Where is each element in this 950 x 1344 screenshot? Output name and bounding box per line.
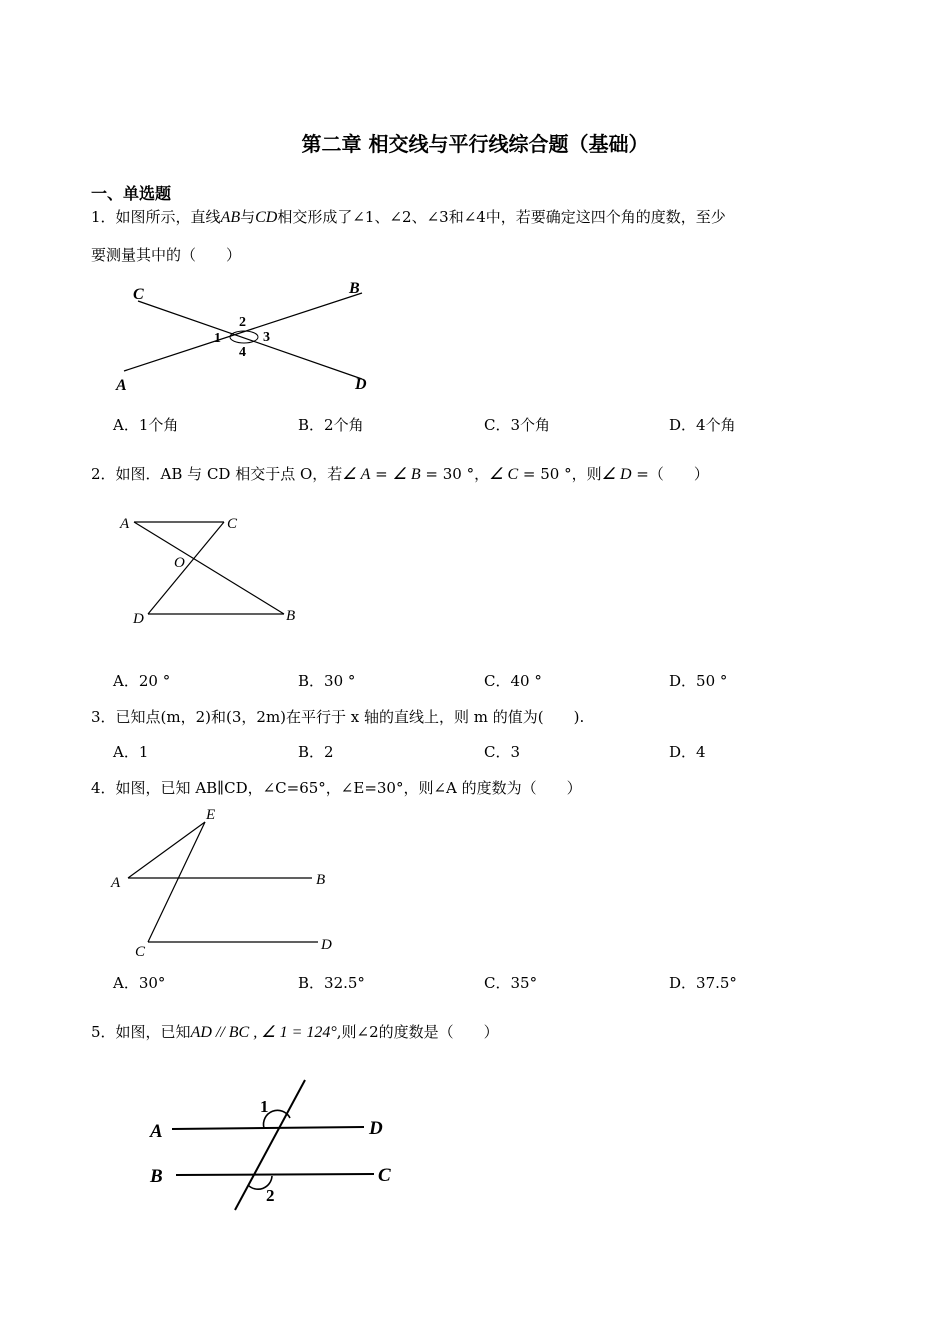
fig4-label-a: A	[111, 875, 121, 891]
q1-option-d[interactable]: D．4个角	[669, 416, 736, 434]
fig2-label-b: B	[286, 608, 296, 624]
fig1-label-c: C	[133, 286, 144, 303]
fig1-label-a: A	[116, 377, 127, 394]
fig2-label-a: A	[120, 516, 130, 532]
q3-option-c[interactable]: C．3	[484, 743, 521, 761]
fig1-angle-2: 2	[239, 315, 246, 330]
q3-option-b[interactable]: B．2	[298, 743, 334, 761]
fig5-label-d: D	[369, 1118, 383, 1139]
question-1-text: 1．如图所示，直线AB与CD相交形成了∠1、∠2、∠3和∠4中，若要确定这四个角的度数，至少	[91, 208, 726, 226]
fig2-label-d: D	[133, 611, 144, 627]
fig5-label-b: B	[150, 1166, 163, 1187]
q1-option-c[interactable]: C．3个角	[484, 416, 551, 434]
fig5-label-c: C	[378, 1165, 391, 1186]
q4-option-d[interactable]: D．37.5°	[669, 974, 737, 992]
q2-option-c[interactable]: C．40 °	[484, 672, 542, 690]
q2-option-b[interactable]: B．30 °	[298, 672, 356, 690]
q3-option-a[interactable]: A．1	[113, 743, 149, 761]
fig5-angle-2: 2	[266, 1186, 275, 1205]
q2-option-a[interactable]: A．20 °	[113, 672, 171, 690]
q2-option-d[interactable]: D．50 °	[669, 672, 728, 690]
fig1-angle-4: 4	[239, 345, 246, 360]
page-title: 第二章 相交线与平行线综合题（基础）	[301, 132, 649, 156]
question-2-text: 2．如图．AB 与 CD 相交于点 O，若∠ A = ∠ B = 30 °，∠ C = 50 °，则∠ D =（ ）	[91, 465, 709, 483]
question-5-text: 5．如图，已知AD // BC , ∠ 1 = 124°,则∠2的度数是（ ）	[91, 1023, 499, 1041]
fig1-label-d: D	[355, 376, 367, 393]
q1-option-b[interactable]: B．2个角	[298, 416, 364, 434]
question-1-text-line2: 要测量其中的（ ）	[91, 246, 242, 264]
question-3-text: 3．已知点(m，2)和(3，2m)在平行于 x 轴的直线上，则 m 的值为( ).	[91, 708, 585, 726]
fig4-label-d: D	[321, 937, 332, 953]
q3-option-d[interactable]: D．4	[669, 743, 706, 761]
q4-option-c[interactable]: C．35°	[484, 974, 538, 992]
fig4-label-e: E	[206, 807, 216, 823]
fig4-label-b: B	[316, 872, 326, 888]
fig4-label-c: C	[135, 944, 146, 960]
fig2-label-c: C	[227, 516, 238, 532]
fig1-label-b: B	[349, 280, 360, 297]
fig5-angle-1: 1	[260, 1097, 269, 1116]
fig2-label-o: O	[174, 555, 185, 571]
fig5-label-a: A	[150, 1121, 163, 1142]
section-heading: 一、单选题	[91, 184, 172, 203]
q1-option-a[interactable]: A．1个角	[113, 416, 179, 434]
q4-option-a[interactable]: A．30°	[113, 974, 166, 992]
fig1-angle-1: 1	[214, 331, 221, 346]
question-4-text: 4．如图，已知 AB∥CD，∠C=65°，∠E=30°，则∠A 的度数为（ ）	[91, 779, 582, 797]
fig1-angle-3: 3	[263, 330, 270, 345]
q4-option-b[interactable]: B．32.5°	[298, 974, 365, 992]
